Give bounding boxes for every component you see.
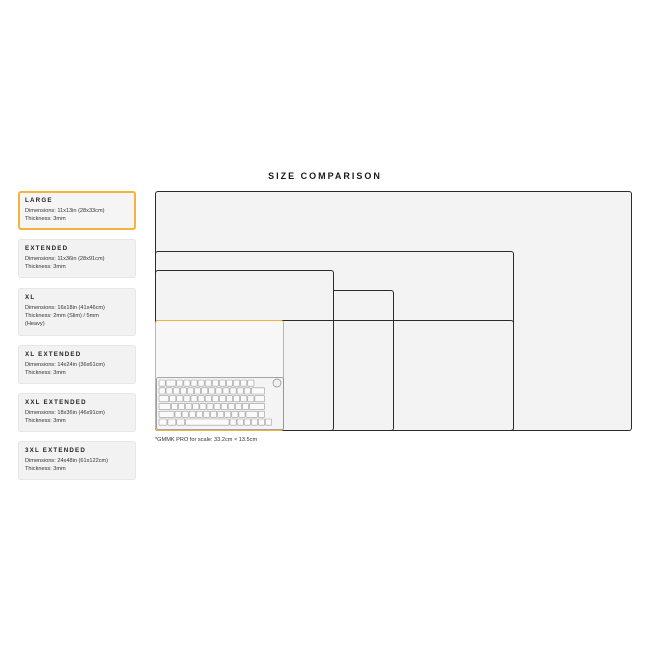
keycap xyxy=(191,380,197,386)
keycap xyxy=(248,396,254,402)
keycap xyxy=(258,411,264,417)
keycap xyxy=(170,396,176,402)
size-dimensions: Dimensions: 16x18in (41x46cm) xyxy=(25,305,105,311)
size-dimensions: Dimensions: 18x36in (46x91cm) xyxy=(25,410,105,416)
keycap xyxy=(246,411,258,417)
keycap xyxy=(159,396,169,402)
keycap xyxy=(266,419,272,425)
keycap xyxy=(203,411,209,417)
keycap xyxy=(244,388,250,394)
size-thickness: Thickness: 3mm xyxy=(25,264,66,270)
keycap xyxy=(239,411,245,417)
keycap xyxy=(210,411,216,417)
keycap xyxy=(193,403,199,409)
size-name: 3XL EXTENDED xyxy=(25,447,87,454)
keycap xyxy=(241,396,247,402)
size-thickness: Thickness: 3mm xyxy=(25,466,66,472)
keycap xyxy=(223,388,229,394)
size-option-xl-extended[interactable] xyxy=(18,345,136,384)
keycap xyxy=(159,388,165,394)
keycap xyxy=(195,388,201,394)
keycap xyxy=(184,380,190,386)
size-name: LARGE xyxy=(25,197,53,204)
keycap xyxy=(168,419,176,425)
keycap xyxy=(196,411,202,417)
keycap xyxy=(186,403,192,409)
keycap xyxy=(230,419,236,425)
keycap xyxy=(212,380,218,386)
keycap xyxy=(234,396,240,402)
keycap xyxy=(159,411,174,417)
keycap xyxy=(241,380,247,386)
keycap xyxy=(205,380,211,386)
size-dimensions: Dimensions: 11x13in (28x33cm) xyxy=(25,208,105,214)
keycap xyxy=(219,396,225,402)
size-thickness: Thickness: 3mm xyxy=(25,370,66,376)
keycap xyxy=(159,380,165,386)
size-option-xxl-extended[interactable] xyxy=(18,393,136,432)
keycap xyxy=(191,396,197,402)
keycap xyxy=(237,388,243,394)
size-name: XL xyxy=(25,294,36,301)
keycap xyxy=(219,380,225,386)
keycap xyxy=(166,388,172,394)
keycap xyxy=(250,403,265,409)
keycap xyxy=(180,388,186,394)
keycap xyxy=(166,380,176,386)
keycap xyxy=(242,403,248,409)
keycap xyxy=(251,419,257,425)
keycap xyxy=(189,411,195,417)
keycap xyxy=(207,403,213,409)
keycap xyxy=(235,403,241,409)
keycap xyxy=(225,411,231,417)
size-thickness: Thickness: 3mm xyxy=(25,418,66,424)
keycap xyxy=(175,411,181,417)
keycap xyxy=(216,388,222,394)
keycap xyxy=(179,403,185,409)
keycap xyxy=(258,419,264,425)
keycap xyxy=(200,403,206,409)
keycap xyxy=(251,388,264,394)
size-thickness: Thickness: 2mm (Slim) / 5mm xyxy=(25,313,99,319)
size-option-3xl-extended[interactable] xyxy=(18,441,136,480)
keyboard-icon xyxy=(156,377,284,430)
keycap xyxy=(212,396,218,402)
keycap xyxy=(228,403,234,409)
keycap xyxy=(237,419,243,425)
size-dimensions: Dimensions: 11x36in (28x91cm) xyxy=(25,256,105,262)
size-thickness-cont: (Heavy) xyxy=(25,321,45,327)
size-name: XL EXTENDED xyxy=(25,351,82,358)
keycap xyxy=(177,380,183,386)
keycap xyxy=(209,388,215,394)
keycap xyxy=(159,403,171,409)
keycap xyxy=(198,380,204,386)
keycap xyxy=(171,403,177,409)
keycap xyxy=(182,411,188,417)
keycap xyxy=(248,380,254,386)
keycap xyxy=(173,388,179,394)
scale-note: *GMMK PRO for scale: 33.2cm × 13.5cm xyxy=(155,437,258,443)
keycap xyxy=(187,388,193,394)
keycap xyxy=(232,411,238,417)
keycap xyxy=(186,419,229,425)
keycap xyxy=(202,388,208,394)
keycap xyxy=(177,419,185,425)
size-dimensions: Dimensions: 24x48in (61x122cm) xyxy=(25,458,109,464)
keycap xyxy=(184,396,190,402)
keycap xyxy=(159,419,167,425)
keycap xyxy=(226,380,232,386)
size-thickness: Thickness: 3mm xyxy=(25,216,66,222)
keycap xyxy=(198,396,204,402)
size-option-xl[interactable] xyxy=(18,288,136,336)
keycap xyxy=(214,403,220,409)
size-name: EXTENDED xyxy=(25,245,69,252)
size-name: XXL EXTENDED xyxy=(25,399,87,406)
keycap xyxy=(234,380,240,386)
keycap xyxy=(205,396,211,402)
keycap xyxy=(255,396,265,402)
keycap xyxy=(218,411,224,417)
size-option-extended[interactable] xyxy=(18,239,136,278)
keycap xyxy=(226,396,232,402)
size-option-large[interactable] xyxy=(18,191,136,230)
size-dimensions: Dimensions: 14x24in (36x61cm) xyxy=(25,362,105,368)
page-title: SIZE COMPARISON xyxy=(268,171,382,181)
keycap xyxy=(177,396,183,402)
keycap xyxy=(221,403,227,409)
keycap xyxy=(244,419,250,425)
keycap xyxy=(230,388,236,394)
